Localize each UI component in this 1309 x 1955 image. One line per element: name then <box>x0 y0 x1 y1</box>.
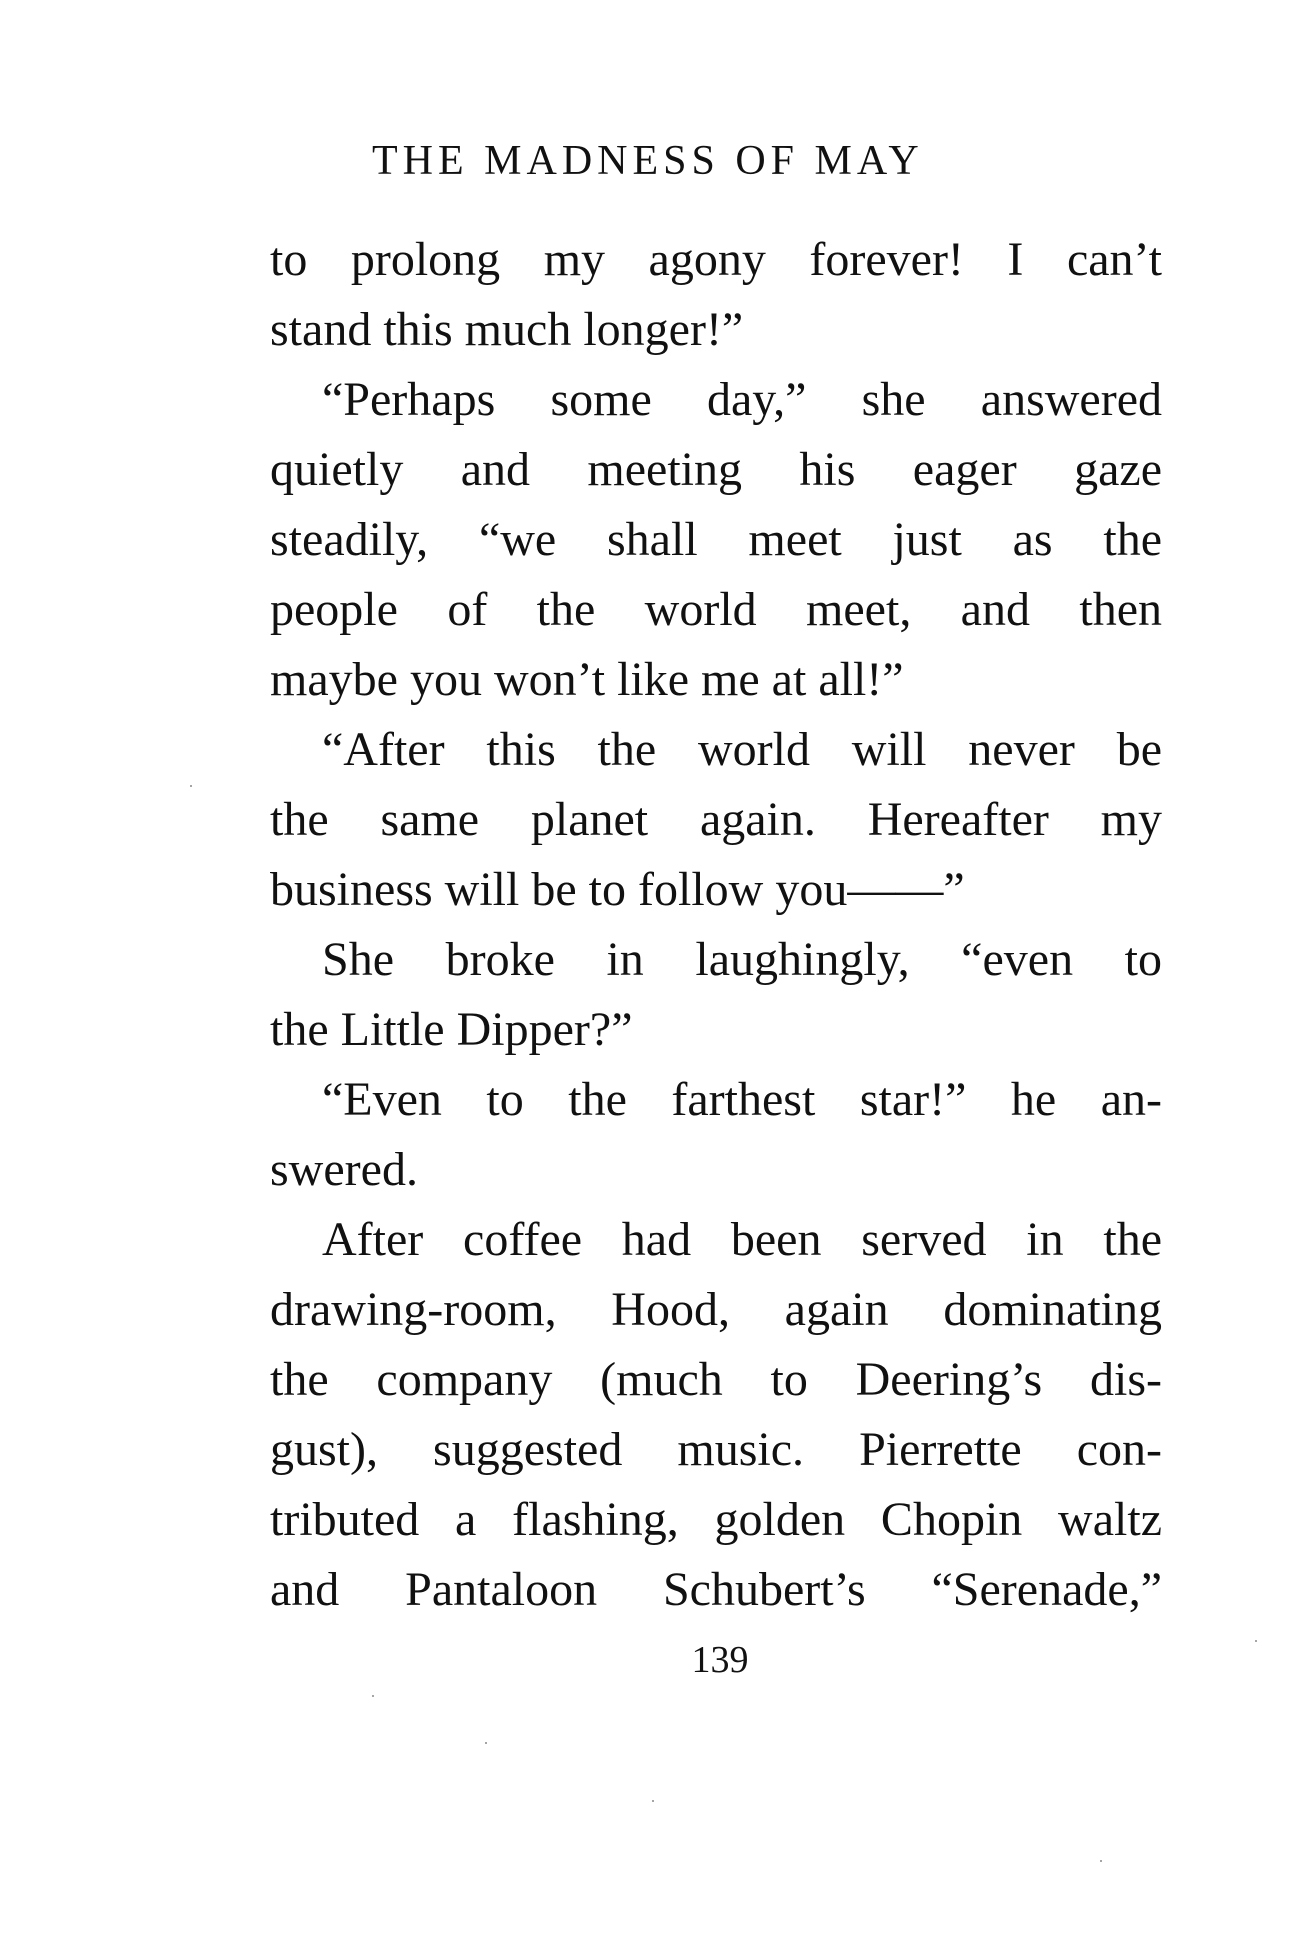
text-line: quietly and meeting his eager gaze <box>270 443 1162 496</box>
text-line: gust), suggested music. Pierrette con- <box>270 1423 1162 1476</box>
text-line: maybe you won’t like me at all!” <box>270 653 904 706</box>
paper-speck <box>190 785 192 787</box>
text-line: After coffee had been served in the <box>322 1213 1162 1266</box>
paper-speck <box>372 1695 374 1697</box>
text-line: She broke in laughingly, “even to <box>322 933 1162 986</box>
text-line: stand this much longer!” <box>270 303 744 356</box>
text-line: tributed a flashing, golden Chopin waltz <box>270 1493 1162 1546</box>
text-line: “After this the world will never be <box>322 723 1162 776</box>
running-head: THE MADNESS OF MAY <box>372 138 924 184</box>
paper-speck <box>1100 1860 1102 1862</box>
text-line: people of the world meet, and then <box>270 583 1162 636</box>
text-line: the Little Dipper?” <box>270 1003 633 1056</box>
text-line: swered. <box>270 1143 418 1196</box>
text-line: business will be to follow you——” <box>270 863 965 916</box>
text-line: drawing-room, Hood, again dominating <box>270 1283 1162 1336</box>
text-line: “Even to the farthest star!” he an- <box>322 1073 1162 1126</box>
text-line: steadily, “we shall meet just as the <box>270 513 1162 566</box>
paper-speck <box>485 1742 487 1744</box>
text-line: “Perhaps some day,” she answered <box>322 373 1162 426</box>
text-line: to prolong my agony forever! I can’t <box>270 233 1162 286</box>
text-line: the same planet again. Hereafter my <box>270 793 1162 846</box>
paper-speck <box>652 1800 654 1802</box>
text-line: and Pantaloon Schubert’s “Serenade,” <box>270 1563 1162 1616</box>
text-line: the company (much to Deering’s dis- <box>270 1353 1162 1406</box>
paper-speck <box>1255 1640 1257 1642</box>
page-number: 139 <box>691 1639 749 1681</box>
